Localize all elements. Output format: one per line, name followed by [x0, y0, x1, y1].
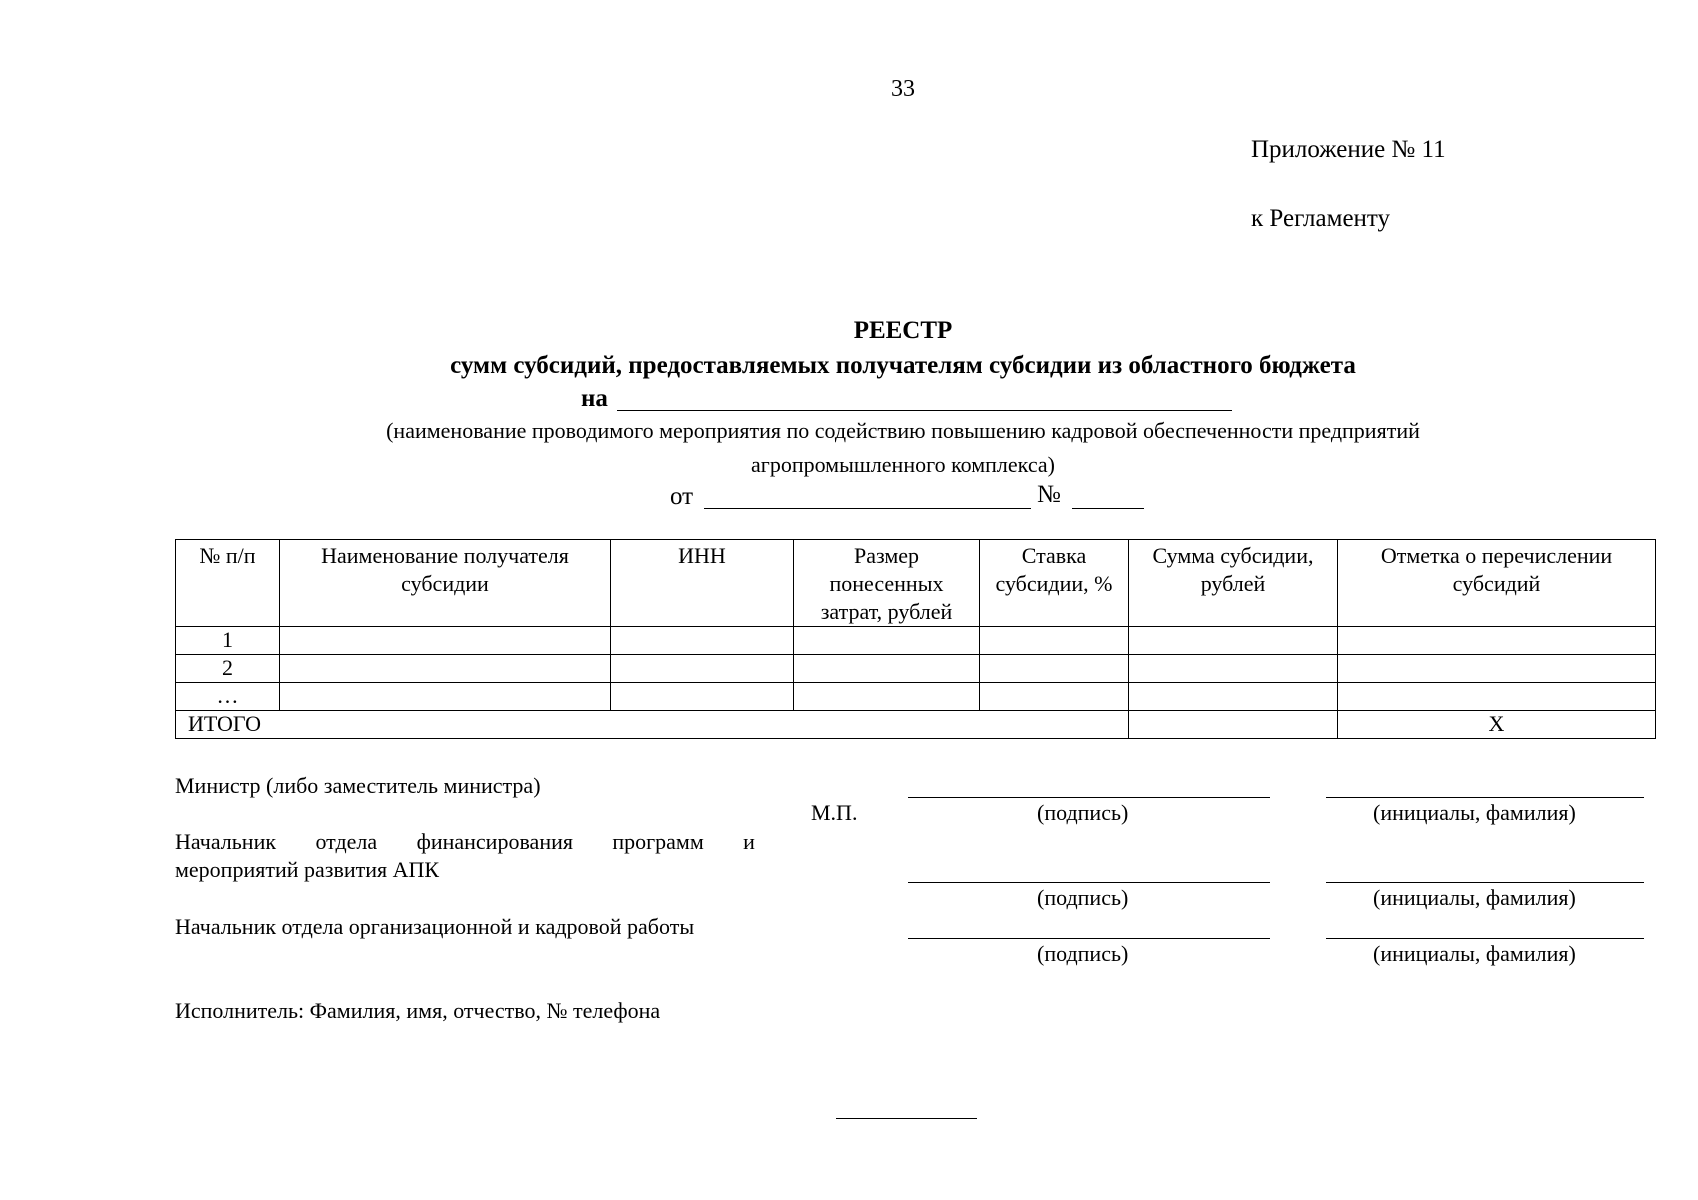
number-label: №	[1037, 481, 1061, 508]
table-cell	[280, 655, 611, 683]
name-line	[1326, 938, 1644, 939]
role-word: и	[743, 829, 755, 854]
table-cell	[980, 683, 1129, 711]
table-cell	[611, 683, 794, 711]
date-blank	[704, 508, 1031, 509]
table-cell	[1338, 655, 1656, 683]
table-cell	[280, 683, 611, 711]
header-cell-rate: Ставка субсидии, %	[980, 540, 1129, 627]
table-cell	[980, 655, 1129, 683]
table-cell	[1129, 627, 1338, 655]
appendix-number: Приложение № 11	[1251, 136, 1446, 163]
table-cell: …	[176, 683, 280, 711]
table-cell	[980, 627, 1129, 655]
signature-line	[908, 938, 1270, 939]
signature-caption: (подпись)	[1037, 800, 1129, 825]
name-line	[1326, 882, 1644, 883]
table-cell	[794, 627, 980, 655]
event-name-blank	[617, 410, 1232, 411]
table-row	[176, 627, 1656, 655]
table-cell	[1129, 683, 1338, 711]
signature-caption: (подпись)	[1037, 941, 1129, 966]
header-cell-costs: Размер понесенных затрат, рублей	[794, 540, 980, 627]
total-label: ИТОГО	[176, 711, 1129, 739]
table-cell	[1129, 655, 1338, 683]
table-row	[176, 683, 1656, 711]
total-row	[176, 711, 1656, 739]
total-sum-cell	[1129, 711, 1338, 739]
header-cell-transfer-mark: Отметка о перечислении субсидий	[1338, 540, 1656, 627]
signatory-finance-head-line2: мероприятий развития АПК	[175, 857, 440, 882]
table-cell	[794, 683, 980, 711]
role-word: программ	[612, 829, 704, 854]
role-word: Начальник	[175, 829, 277, 854]
signature-caption: (подпись)	[1037, 885, 1129, 910]
seal-label: М.П.	[811, 800, 858, 825]
table-cell	[794, 655, 980, 683]
role-word: отдела	[315, 829, 378, 854]
table-cell	[1338, 627, 1656, 655]
appendix-reference: к Регламенту	[1251, 205, 1391, 232]
table-cell	[280, 627, 611, 655]
signatory-hr-head: Начальник отдела организационной и кадровой работы	[175, 914, 695, 939]
event-hint-line1: (наименование проводимого мероприятия по содействию повышению кадровой обеспеченности предприятий	[386, 418, 1420, 443]
document-subtitle: сумм субсидий, предоставляемых получателям субсидии из областного бюджета	[450, 352, 1356, 379]
signature-line	[908, 882, 1270, 883]
header-cell-number: № п/п	[176, 540, 280, 627]
table-cell: 2	[176, 655, 280, 683]
header-cell-inn: ИНН	[611, 540, 794, 627]
signatory-minister: Министр (либо заместитель министра)	[175, 773, 541, 798]
table-row	[176, 655, 1656, 683]
name-caption: (инициалы, фамилия)	[1373, 800, 1576, 825]
header-cell-recipient: Наименование получателя субсидии	[280, 540, 611, 627]
page-number: 33	[891, 76, 915, 102]
table-cell: 1	[176, 627, 280, 655]
number-blank	[1072, 508, 1144, 509]
end-of-document-rule	[836, 1118, 977, 1119]
role-word: финансирования	[416, 829, 573, 854]
executor-line: Исполнитель: Фамилия, имя, отчество, № телефона	[175, 998, 661, 1023]
table-header-row	[176, 540, 1656, 627]
event-label: на	[581, 385, 608, 412]
registry-table	[175, 539, 1656, 739]
document-title: РЕЕСТР	[853, 317, 953, 344]
total-mark-cell: Х	[1338, 711, 1656, 739]
name-caption: (инициалы, фамилия)	[1373, 885, 1576, 910]
table-cell	[611, 655, 794, 683]
signatory-finance-head-line1	[175, 829, 755, 855]
date-label: от	[670, 483, 694, 510]
signature-line	[908, 797, 1270, 798]
name-line	[1326, 797, 1644, 798]
table-cell	[1338, 683, 1656, 711]
name-caption: (инициалы, фамилия)	[1373, 941, 1576, 966]
event-hint-line2: агропромышленного комплекса)	[751, 452, 1055, 477]
table-cell	[611, 627, 794, 655]
header-cell-amount: Сумма субсидии, рублей	[1129, 540, 1338, 627]
